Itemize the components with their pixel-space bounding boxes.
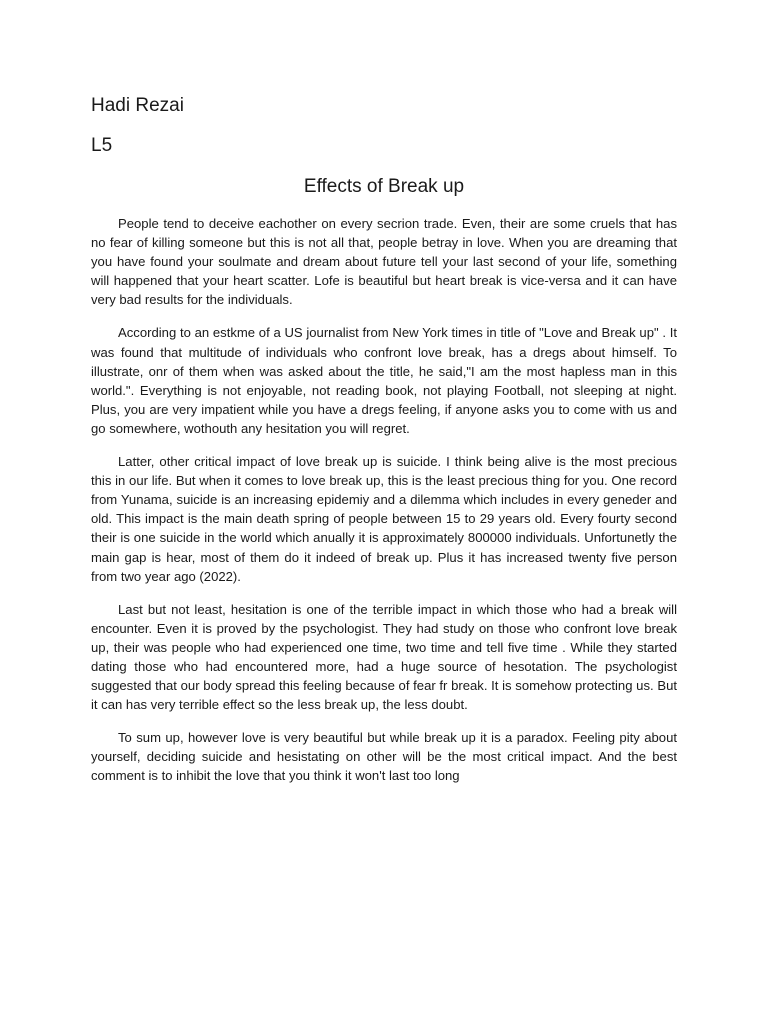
essay-body xyxy=(91,214,677,800)
paragraph-body-3: Last but not least, hesitation is one of the terrible impact in which those who had a break will encounter. Even it is proved by the psychologist. They had study on those who confront love break up, their was people who had experienced one time, two time and tell five time . While they started dating those who had encountered more, had a huge source of hesotation. The psychologist suggested that our body spread this feeling because of fear fr break. It is somehow protecting us. But it can has very terrible effect so the less break up, the less doubt. xyxy=(91,601,677,713)
paragraph-body-1: According to an estkme of a US journalist from New York times in title of "Love and Break up" . It was found that multitude of individuals who confront love break, has a dregs about himself. To illustrate, onr of them when was asked about the title, he said,"I am the most hapless man in this world.". Everything is not enjoyable, not reading book, not playing Football, not sleeping at night. Plus, you are very impatient while you have a dregs feeling, if anyone asks you to come with us and go somewhere, wothouth any hesitation you will regret. xyxy=(91,325,677,436)
level-label: L5 xyxy=(91,135,113,156)
document-title: Effects of Break up xyxy=(303,176,465,197)
paragraph-introduction: People tend to deceive eachother on every secrion trade. Even, their are some cruels that has no fear of killing someone but this is not all that, people betray in love. When you are dreaming that you have found your soulmate and dream about future tell your last second of your life, something will happened that your heart scatter. Lofe is beautiful but heart break is vice-versa and it can have very bad results for the individuals. xyxy=(91,216,677,308)
author-name: Hadi Rezai xyxy=(91,95,184,116)
paragraph-conclusion: To sum up, however love is very beautiful but while break up it is a paradox. Feeling pity about yourself, deciding suicide and hesistating on other will be the most critical impact. And the best comment is to inhibit the love that you think it won't last too long xyxy=(91,730,677,784)
paragraph-body-2: Latter, other critical impact of love break up is suicide. I think being alive is the most precious this in our life. But when it comes to love break up, this is the least precious thing for you. One record from Yunama, suicide is an increasing epidemiy and a dilemma which includes in every geneder and old. This impact is the main death spring of people between 15 to 29 years old. Every fourty second their is one suicide in the world which anually it is approximately 800000 individuals. Unfortunetly the main gap is hear, most of them do it indeed of break up. Plus it has increased twenty five person from two year ago (2022). xyxy=(91,454,677,584)
